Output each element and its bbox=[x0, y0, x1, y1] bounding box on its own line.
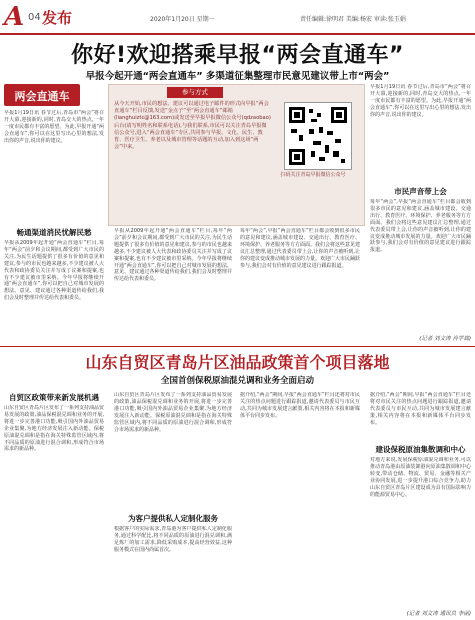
second-column-6: 对地方来说,发展保税原油混兑调和业务,可以推动青岛港由原油装卸港向原油集散调和中心转变,带动仓储、物流、贸易、金融等相关产业协同发展,进一步提升港口综合竞争力,助力山东自贸区青岛片区建设成为具有国际影响力的能源贸易中心。 bbox=[370, 457, 471, 498]
article-column-3: 每年“两会”,早报“两会直通车”栏目都会收到很多市民的意见和建议,涵盖城市建设、交通出行、教育医疗、环境保护、养老服务等方方面面。我们会将这些意见建议汇总整理,通过代表委员带上会,让你的声音被听到,让你的建议变成推动城市发展的力量。欢迎广大市民踊跃参与,我们会对有价值的意见建议进行跟踪报道。 bbox=[240, 228, 360, 269]
second-subheading-b: 为客户提供私人定制化服务 bbox=[128, 514, 218, 523]
article-intro: 早报1月19日讯 春节过后,青岛市“两会”将召开大幕,迎接新的,同时,青岛交大的热点,一年一度市民都有丰富的愿望。为此,早报开通“两会直通车”,你可以在这里写出心里的想法,发出你的声音,说出你的建议。 bbox=[4, 110, 104, 144]
main-headline: 你好!欢迎搭乘早报“两会直通车” bbox=[71, 43, 404, 68]
second-column-2: 山东自贸区青岛片区发布了一系列支持油品贸易发展的政策,油品保税混兑调和业务的开展,将进一步完善港口功能,吸引国内外油品贸易企业集聚,为地方经济发展注入新动能。保税原油混兑调和是指在海关特殊监管区域内,将不同品质的原油进行混合调和,形成符合市场需求的新品种。 bbox=[114, 392, 232, 433]
article-subheading-2: 市民声音带上会 bbox=[394, 187, 447, 196]
second-column-5: 据介绍,“两会”期间,早报“两会直通车”栏目还将对市民关注的热点问题进行跟踪报道,邀请代表委员与市民互动,共同为城市发展建言献策,相关内容将在本报和新媒体平台同步发布。 bbox=[370, 392, 471, 426]
qr-caption: 扫码关注青岛早报微信公众号 bbox=[280, 172, 346, 178]
article-column-5: 每年“两会”,早报“两会直通车”栏目都会收到很多市民的意见和建议,涵盖城市建设、交通出行、教育医疗、环境保护、养老服务等方方面面。我们会将这些意见建议汇总整理,通过代表委员带上会,让你的声音被听到,让你的建议变成推动城市发展的力量。欢迎广大市民踊跃参与,我们会对有价值的意见建议进行跟踪报道。 bbox=[370, 199, 471, 254]
second-column-1: 山东自贸区青岛片区发布了一系列支持油品贸易发展的政策,油品保税混兑调和业务的开展,将进一步完善港口功能,吸引国内外油品贸易企业集聚,为地方经济发展注入新动能。保税原油混兑调和是指在海关特殊监管区域内,将不同品质的原油进行混合调和,形成符合市场需求的新品种。 bbox=[4, 405, 104, 453]
section-name: 发布 bbox=[42, 9, 73, 27]
section-letter: A bbox=[4, 2, 25, 32]
byline: (记者 刘文涛 肖学嵩) bbox=[419, 336, 471, 342]
column-label: 两会直通车 bbox=[14, 90, 70, 103]
second-subhead: 全国首创保税原油混兑调和业务全面启动 bbox=[160, 376, 314, 386]
second-subheading-a: 自贸区政策带来新发展机遇 bbox=[9, 393, 99, 402]
page-number: 04 bbox=[28, 12, 41, 23]
main-subhead: 早报今起开通“两会直通车” 多渠道征集整理市民意见建议带上市“两会” bbox=[85, 71, 390, 82]
issue-date: 2020年1月20日 星期一 bbox=[150, 16, 215, 23]
second-headline: 山东自贸区青岛片区油品政策首个项目落地 bbox=[85, 353, 390, 372]
article-column-2: 早报从2009年起开通“两会直通车”栏目,每年“两会”前夕和会议期间,都受到广大市民的关注,为民生话题提供了很多有价值的意见和建议,参与的市民也越来越多,不少建议被人大代表和政协委员关注并写成了议案和提案,也有不少建议被市里采纳。今年早报将继续开通“两会直通车”,你可以把自己对城市发展的想法、意见、建议通过各种渠道传给我们,我们会及时整理并传达给代表和委员。 bbox=[114, 228, 232, 283]
article-subheading-1: 畅通渠道消民忧解民愁 bbox=[16, 228, 92, 237]
qr-code-icon[interactable] bbox=[284, 102, 352, 170]
second-column-3: 根据客户的实际需求,青岛港为客户提供私人定制化服务,通过科学配比,将不同品质的原油进行混兑调和,满足炼厂的加工需求,降低采购成本,提高经营效益,这种服务模式在国内尚属首次。 bbox=[114, 526, 232, 553]
second-byline: (记者 刘文涛 通讯员 李丽) bbox=[406, 611, 471, 617]
second-column-4: 据介绍,“两会”期间,早报“两会直通车”栏目还将对市民关注的热点问题进行跟踪报道,邀请代表委员与市民互动,共同为城市发展建言献策,相关内容将在本报和新媒体平台同步发布。 bbox=[240, 392, 360, 419]
promo-tab-label: 参与方式 bbox=[182, 88, 208, 96]
story-divider bbox=[0, 346, 475, 347]
editors-line: 责任编辑:徐明君 美编:杨宏 审读:张玉娟 bbox=[300, 16, 406, 23]
article-column-4: 早报1月19日讯 春节过后,青岛市“两会”将召开大幕,迎接新的,同时,青岛交大的热点,一年一度市民都有丰富的愿望。为此,早报开通“两会直通车”,你可以在这里写出心里的想法,发出你的声音,说出你的建议。 bbox=[370, 84, 471, 118]
second-subheading-c: 建设保税原油集散调和中心 bbox=[375, 445, 466, 454]
masthead-rule bbox=[0, 33, 475, 35]
article-column-1: 早报从2009年起开通“两会直通车”栏目,每年“两会”前夕和会议期间,都受到广大市民的关注,为民生话题提供了很多有价值的意见和建议,参与的市民也越来越多,不少建议被人大代表和政协委员关注并写成了议案和提案,也有不少建议被市里采纳。今年早报将继续开通“两会直通车”,你可以把自己对城市发展的想法、意见、建议通过各种渠道传给我们,我们会及时整理并传达给代表和委员。 bbox=[4, 240, 104, 302]
promo-text: 从今天开始,市民的想法、建议可以通过电子邮件的形式向早报“两会直通车”栏目反馈,发送“金点子”至“两会直通车”邮箱(lianghuiztc@163.com)或发送至早报早报微信公众号(qdzaobao)后台(请写明姓名和联系电话),与我们联系,市民可以关注青岛早报微信公众号,进入“两会直通车”专区,共同参与早报、文化、民生、教育、医疗卫生、养老以及城市管理等话题的互动,加入到这场“两会”中来。 bbox=[114, 101, 271, 151]
